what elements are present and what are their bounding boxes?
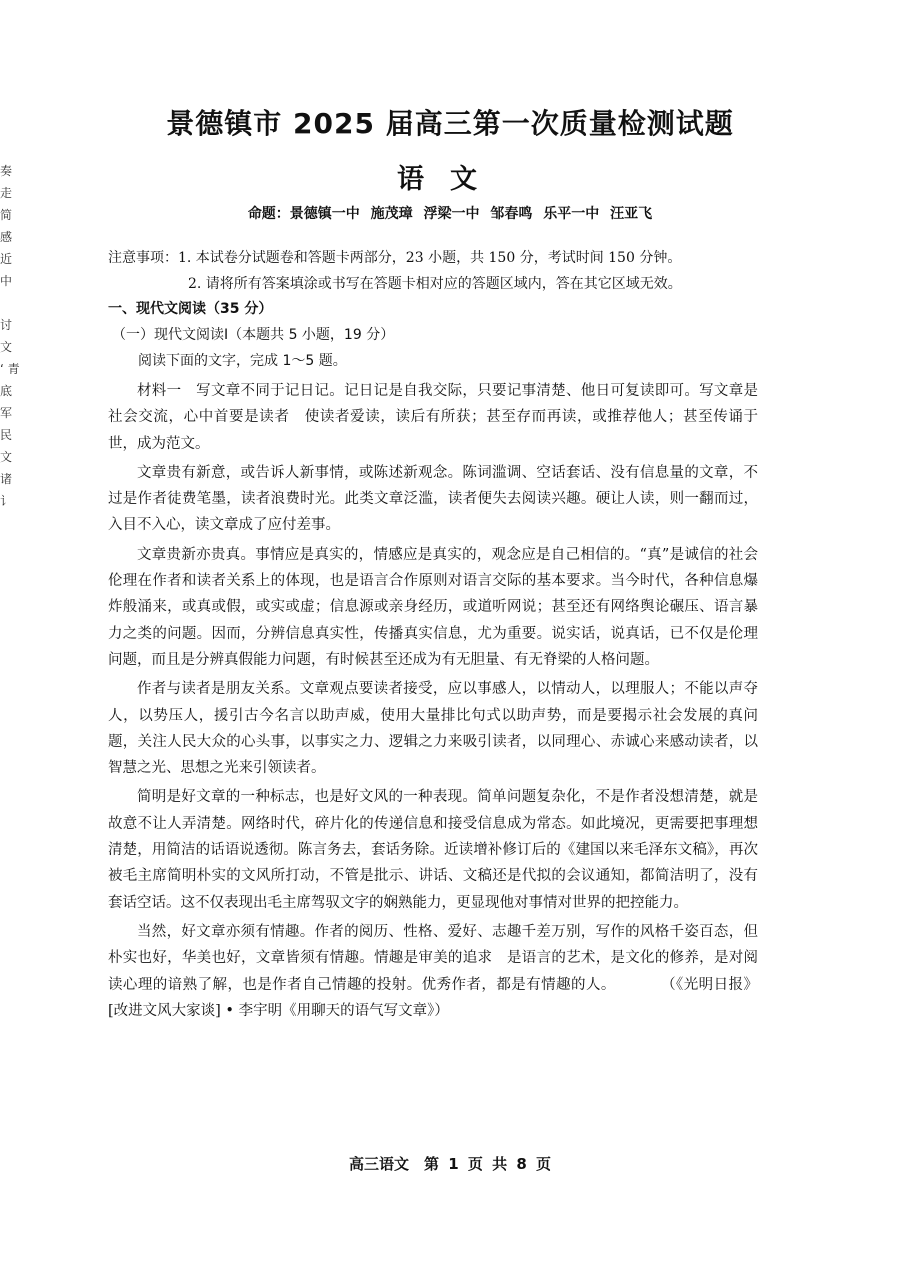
- subject-heading: 语文: [397, 164, 503, 195]
- note-line-1: 注意事项：1. 本试卷分试题卷和答题卡两部分，23 小题，共 150 分，考试时间 150 分钟。: [108, 250, 682, 266]
- authors-line: 命题：景德镇一中 施茂璋 浮梁一中 邹春鸣 乐平一中 汪亚飞: [247, 206, 653, 222]
- paragraph-5: 简明是好文章的一种标志，也是好文风的一种表现。简单问题复杂化，不是作者没想清楚，就是故意不让人弄清楚。网络时代，碎片化的传递信息和接受信息成为常态。如此境况，更需要把事理想清楚，用简洁的话语说透彻。陈言务去，套话务除。近读增补修订后的《建国以来毛泽东文稿》，再次被毛主席简明朴实的文风所打动，不管是批示、讲话、文稿还是代拟的会议通知，都简洁明了，没有套话空话。这不仅表现出毛主席驾驭文字的娴熟能力，更显现他对事情对世界的把控能力。: [108, 789, 758, 911]
- exam-notes: [108, 245, 768, 297]
- section-heading: 一、现代文阅读（35 分）: [108, 301, 273, 317]
- paragraph-4: 作者与读者是朋友关系。文章观点要读者接受，应以事感人，以情动人，以理服人；不能以声夺人，以势压人，援引古今名言以助声威，使用大量排比句式以助声势，而是要揭示社会发展的真问题，关注人民大众的心头事，以事实之力、逻辑之力来吸引读者，以同理心、赤诚心来感动读者，以智慧之光、思想之光来引领读者。: [108, 681, 758, 777]
- note-line-2: 2. 请将所有答案填涂或书写在答题卡相对应的答题区域内，答在其它区域无效。: [188, 276, 682, 292]
- paragraph-1: 材料一 写文章不同于记日记。记日记是自我交际，只要记事清楚、他日可复读即可。写文章是社会交流，心中首要是读者 使读者爱读，读后有所获；甚至存而再读，或推荐他人；甚至传诵于世，成为范文。: [108, 383, 758, 452]
- paragraph-6: 当然，好文章亦须有情趣。作者的阅历、性格、爱好、志趣千差万别，写作的风格千姿百态，但朴实也好，华美也好，文章皆须有情趣。情趣是审美的追求 是语言的艺术，是文化的修养，是对阅读心理的谙熟了解，也是作者自己情趣的投射。优秀作者，都是有情趣的人。 （《光明日报》[改进文风大家谈] • 李宇明《用聊天的语气写文章》）: [108, 923, 758, 1019]
- margin-bleed-text: 奏 走 简 感 近 中 讨 文 ‘ 青 底 军 民 文 诸 讠: [0, 164, 20, 508]
- reading-instruction: 阅读下面的文字，完成 1～5 题。: [138, 353, 347, 369]
- paragraph-2: 文章贵有新意，或告诉人新事情，或陈述新观念。陈词滥调、空话套话、没有信息量的文章，不过是作者徒费笔墨，读者浪费时光。此类文章泛滥，读者便失去阅读兴趣。硬让人读，则一翻而过，入目不入心，读文章成了应付差事。: [108, 464, 758, 534]
- paragraph-3: 文章贵新亦贵真。事情应是真实的，情感应是真实的，观念应是自己相信的。“真”是诚信的社会伦理在作者和读者关系上的体现，也是语言合作原则对语言交际的基本要求。当今时代，各种信息爆炸般涌来，或真或假，或实或虚；信息源或亲身经历，或道听网说；甚至还有网络舆论碾压、语言暴力之类的问题。因而，分辨信息真实性，传播真实信息，尤为重要。说实话，说真话，已不仅是伦理问题，而且是分辨真假能力问题，有时候甚至还成为有无胆量、有无脊梁的人格问题。: [108, 546, 758, 668]
- page-footer: 高三语文 第 1 页 共 8 页: [349, 1155, 551, 1173]
- reading-passage: [108, 378, 758, 1024]
- section-subheading: （一）现代文阅读Ⅰ（本题共 5 小题，19 分）: [112, 327, 395, 343]
- exam-title: 景德镇市 2025 届高三第一次质量检测试题: [166, 107, 734, 140]
